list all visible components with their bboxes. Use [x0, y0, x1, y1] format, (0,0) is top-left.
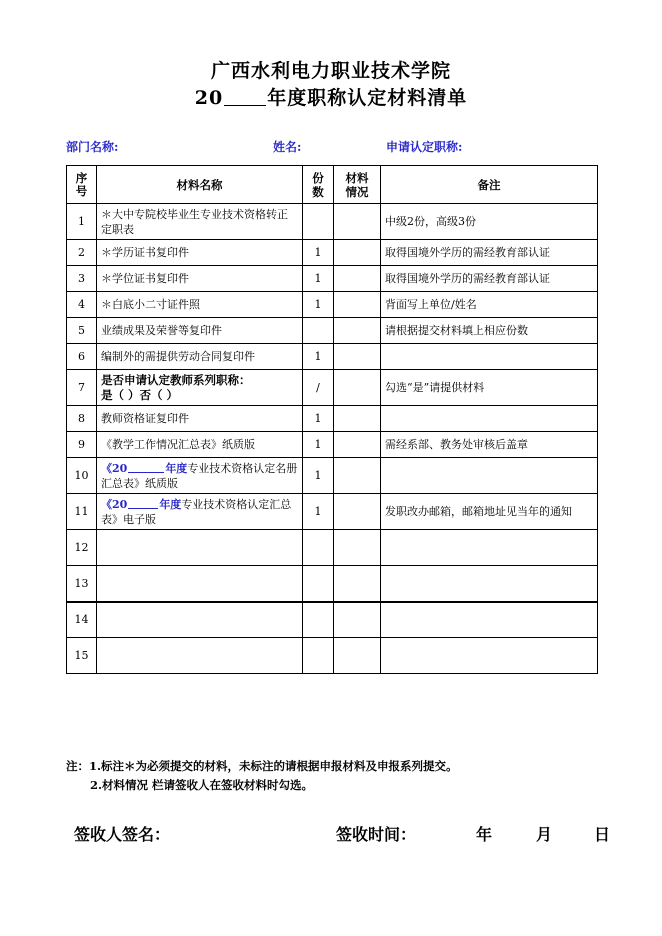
row-quantity[interactable]: [303, 530, 334, 566]
row-quantity[interactable]: 1: [303, 240, 334, 266]
material-name-rest: 专业技术资格认定名册汇总表》纸质版: [101, 461, 298, 490]
header-state: [334, 166, 381, 204]
table-row: [67, 638, 598, 674]
row-note[interactable]: [381, 530, 598, 566]
row-material-name: 《教学工作情况汇总表》纸质版: [97, 432, 303, 458]
title-suffix: 年度职称认定材料清单: [267, 87, 468, 109]
year-blank-line[interactable]: [128, 497, 158, 509]
row-material-name: ＊学位证书复印件: [97, 266, 303, 292]
row-no: 2: [67, 240, 97, 266]
teacher-series-checkboxes[interactable]: 是（ ）否（ ）: [101, 387, 179, 402]
row-quantity[interactable]: [303, 602, 334, 638]
row-note[interactable]: [381, 566, 598, 602]
document-subtitle: [0, 84, 662, 112]
year-blank-prefix: 《20: [101, 461, 128, 475]
title-year-blank: [224, 89, 266, 106]
row-quantity[interactable]: 1: [303, 494, 334, 530]
row-note: [381, 406, 598, 432]
row-state[interactable]: [334, 240, 381, 266]
row-quantity[interactable]: 1: [303, 292, 334, 318]
row-state[interactable]: [334, 602, 381, 638]
receive-time-label: 签收时间：: [336, 825, 417, 844]
row-state[interactable]: [334, 494, 381, 530]
footer-notes: [66, 757, 597, 795]
header-note: 备注: [381, 166, 598, 204]
row-material-name: [97, 370, 303, 406]
institution-name: 广西水利电力职业技术学院: [210, 60, 451, 82]
table-row: [67, 406, 598, 432]
row-no: 4: [67, 292, 97, 318]
row-note: [381, 458, 598, 494]
row-no: 11: [67, 494, 97, 530]
row-state[interactable]: [334, 292, 381, 318]
info-row: [66, 138, 597, 156]
header-no: [67, 166, 97, 204]
row-state[interactable]: [334, 432, 381, 458]
note-line-2: 2.材料情况 栏请签收人在签收材料时勾选。: [90, 778, 314, 792]
row-material-name: [97, 458, 303, 494]
row-material-name: 业绩成果及荣誉等复印件: [97, 318, 303, 344]
row-no: 3: [67, 266, 97, 292]
table-row: [67, 240, 598, 266]
year-blank-suffix: 年度: [165, 461, 188, 475]
year-blank-suffix: 年度: [159, 497, 182, 511]
teacher-series-question: 是否申请认定教师系列职称：: [101, 372, 251, 387]
row-state[interactable]: [334, 318, 381, 344]
row-quantity[interactable]: 1: [303, 266, 334, 292]
row-note: 背面写上单位/姓名: [381, 292, 598, 318]
signature-area: [66, 822, 611, 848]
day-unit-label: 日: [594, 825, 611, 844]
row-material-name: 编制外的需提供劳动合同复印件: [97, 344, 303, 370]
row-no: 7: [67, 370, 97, 406]
header-state-line2: 情况: [345, 184, 369, 199]
row-note[interactable]: [381, 638, 598, 674]
row-no: 14: [67, 602, 97, 638]
table-body: [67, 204, 598, 674]
table-row: [67, 318, 598, 344]
row-note: 取得国境外学历的需经教育部认证: [381, 240, 598, 266]
row-no: 9: [67, 432, 97, 458]
header-no-char2: 号: [75, 183, 88, 198]
row-state[interactable]: [334, 266, 381, 292]
row-material-name: [97, 494, 303, 530]
row-note[interactable]: [381, 602, 598, 638]
row-state[interactable]: [334, 458, 381, 494]
row-state[interactable]: [334, 406, 381, 432]
year-unit-label: 年: [476, 825, 493, 844]
row-no: 1: [67, 204, 97, 240]
name-label: 姓名:: [273, 140, 302, 154]
row-quantity[interactable]: [303, 204, 334, 240]
receiver-signature-label: 签收人签名：: [74, 825, 171, 844]
row-material-name: ＊白底小二寸证件照: [97, 292, 303, 318]
department-label: 部门名称:: [66, 140, 119, 154]
row-state[interactable]: [334, 530, 381, 566]
row-no: 15: [67, 638, 97, 674]
table-row: [67, 204, 598, 240]
row-note: [381, 344, 598, 370]
row-quantity[interactable]: [303, 566, 334, 602]
row-note: 取得国境外学历的需经教育部认证: [381, 266, 598, 292]
row-state[interactable]: [334, 566, 381, 602]
row-no: 13: [67, 566, 97, 602]
row-quantity[interactable]: 1: [303, 458, 334, 494]
row-note: 中级2份，高级3份: [381, 204, 598, 240]
table-row: [67, 344, 598, 370]
page-title: [0, 58, 662, 112]
header-quantity: 份数: [303, 166, 334, 204]
row-no: 8: [67, 406, 97, 432]
row-state[interactable]: [334, 204, 381, 240]
row-no: 12: [67, 530, 97, 566]
row-material-name[interactable]: [97, 638, 303, 674]
row-note: 需经系部、教务处审核后盖章: [381, 432, 598, 458]
header-material-name: 材料名称: [97, 166, 303, 204]
table-row: [67, 494, 598, 530]
row-note: 请根据提交材料填上相应份数: [381, 318, 598, 344]
row-quantity[interactable]: [303, 318, 334, 344]
material-name-rest: 专业技术资格认定汇总表》电子版: [101, 497, 292, 526]
row-quantity[interactable]: [303, 638, 334, 674]
row-material-name[interactable]: [97, 566, 303, 602]
table-header: [67, 166, 598, 204]
table-header-row: [67, 166, 598, 204]
row-material-name: ＊大中专院校毕业生专业技术资格转正定职表: [97, 204, 303, 240]
table-row: [67, 458, 598, 494]
header-no-char1: 序: [75, 170, 88, 185]
month-unit-label: 月: [536, 825, 553, 844]
table-row: [67, 292, 598, 318]
year-blank-line[interactable]: [128, 461, 164, 473]
title-year-prefix: 20: [194, 87, 224, 109]
row-quantity[interactable]: 1: [303, 344, 334, 370]
row-material-name[interactable]: [97, 602, 303, 638]
row-note: 勾选“是”请提供材料: [381, 370, 598, 406]
row-quantity[interactable]: /: [303, 370, 334, 406]
row-material-name: ＊学历证书复印件: [97, 240, 303, 266]
row-no: 6: [67, 344, 97, 370]
table-row: [67, 370, 598, 406]
note-line-1: 注：1.标注＊为必须提交的材料，未标注的请根据申报材料及申报系列提交。: [66, 759, 458, 773]
row-no: 10: [67, 458, 97, 494]
table-row: [67, 602, 598, 638]
applied-title-label: 申请认定职称:: [386, 140, 463, 154]
header-state-line1: 材料: [345, 170, 369, 185]
row-state[interactable]: [334, 638, 381, 674]
row-state[interactable]: [334, 370, 381, 406]
row-note: 发职改办邮箱，邮箱地址见当年的通知: [381, 494, 598, 530]
year-blank-prefix: 《20: [101, 497, 128, 511]
row-no: 5: [67, 318, 97, 344]
row-material-name[interactable]: [97, 530, 303, 566]
table-row: [67, 530, 598, 566]
row-quantity[interactable]: 1: [303, 406, 334, 432]
row-quantity[interactable]: 1: [303, 432, 334, 458]
row-material-name: 教师资格证复印件: [97, 406, 303, 432]
table-row: [67, 566, 598, 602]
table-row: [67, 266, 598, 292]
row-state[interactable]: [334, 344, 381, 370]
materials-table: [66, 165, 598, 674]
table-row: [67, 432, 598, 458]
